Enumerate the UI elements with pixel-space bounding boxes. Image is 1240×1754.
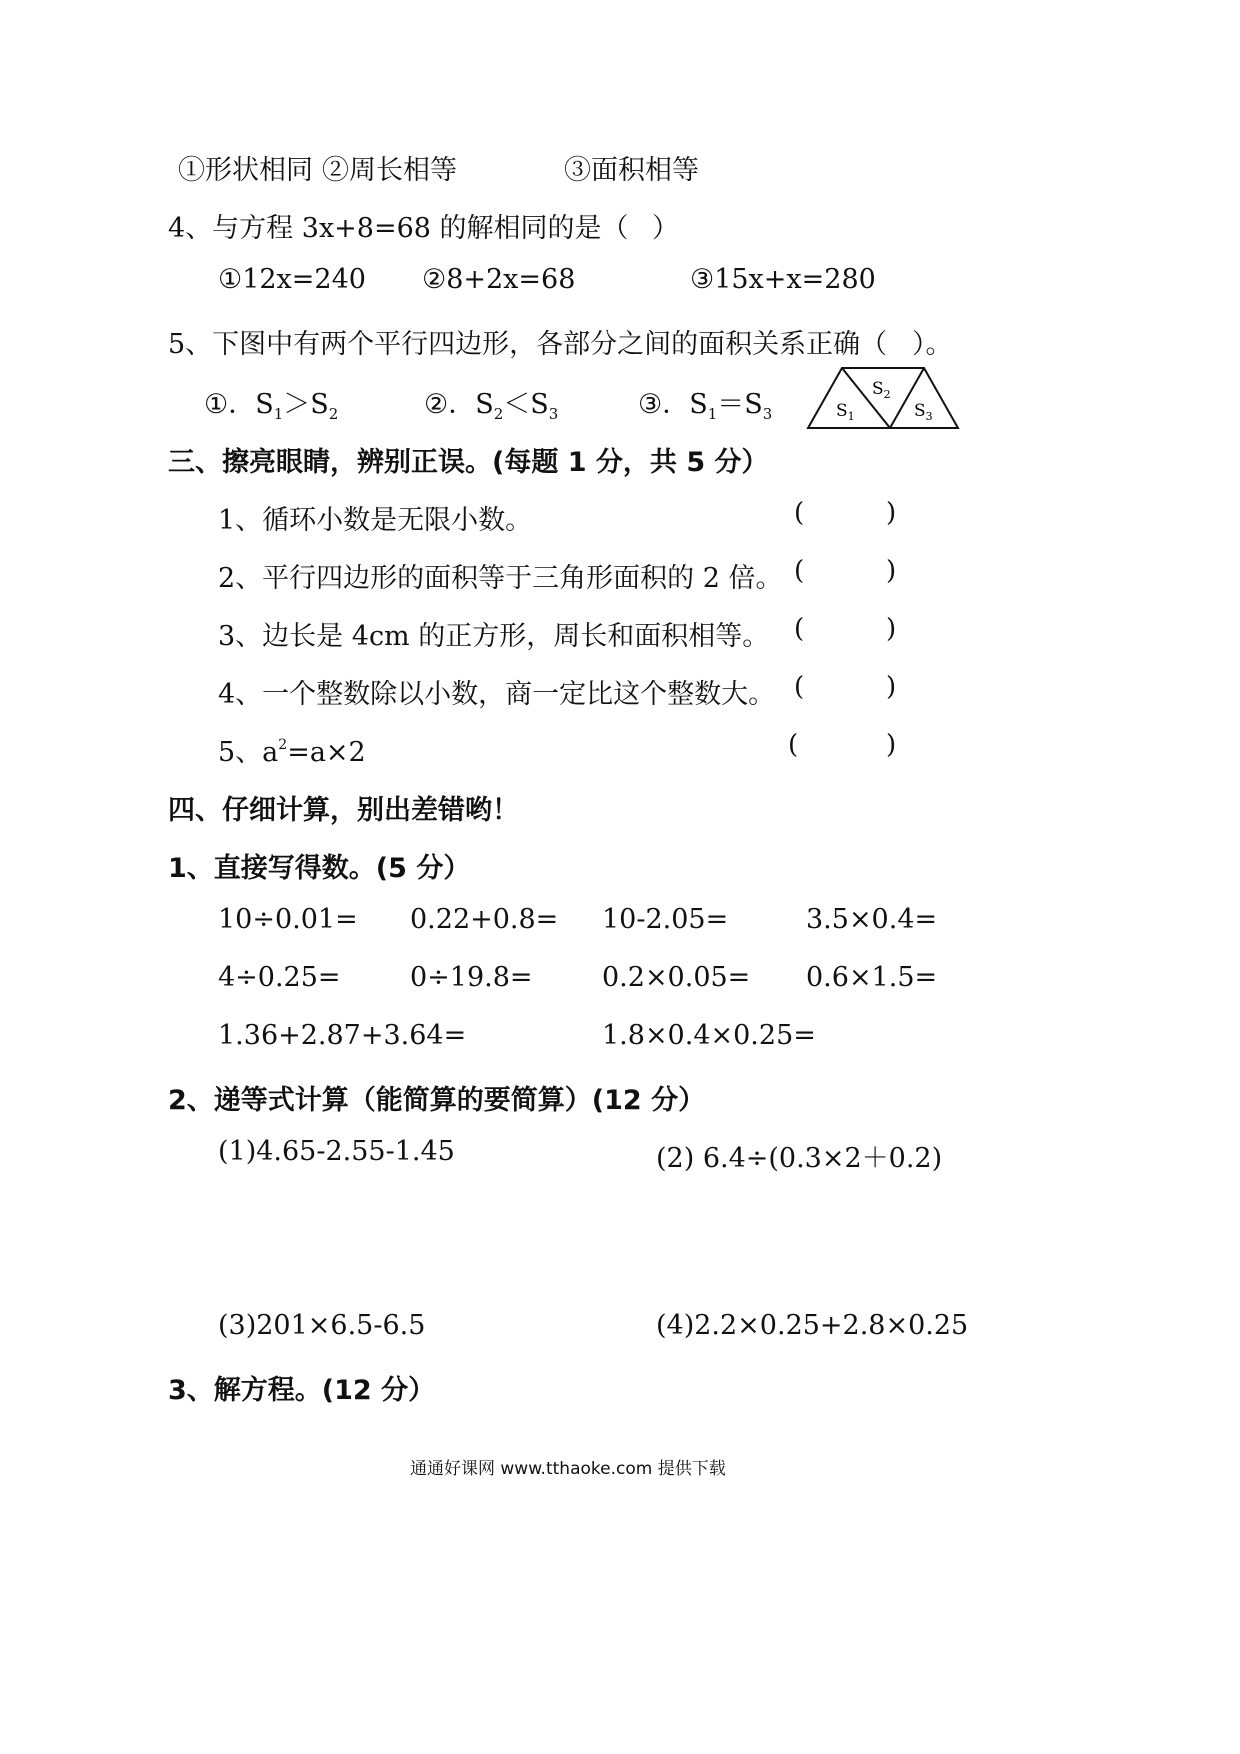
oral-calc-item: 0.6×1.5= (806, 962, 938, 993)
q3-option-2: ②周长相等 (322, 155, 457, 186)
section3-item-2: 2、平行四边形的面积等于三角形面积的 2 倍。 (218, 563, 783, 594)
oral-calc-item: 10-2.05= (602, 904, 729, 935)
parallelogram-figure (806, 364, 960, 432)
section3-item-5: 5、$a^2=a\times 2$ (218, 737, 366, 768)
part3-title: 3、解方程。(12 分） (168, 1375, 436, 1406)
oral-calc-item: 1.36+2.87+3.64= (218, 1020, 467, 1051)
part2-title: 2、递等式计算（能简算的要简算）(12 分） (168, 1085, 706, 1116)
answer-paren-open: ( (794, 498, 805, 528)
answer-paren-open: ( (794, 672, 805, 702)
q5-option-2: ②．$S_2<S_3$ (424, 389, 559, 423)
answer-paren-open: ( (794, 556, 805, 586)
q4-option-2: ②8+2x=68 (422, 264, 576, 295)
q5-question: 5、下图中有两个平行四边形，各部分之间的面积关系正确（ (168, 329, 888, 360)
step-calc-item-1: (1)4.65-2.55-1.45 (218, 1136, 455, 1167)
figure-label-s2: $S_2$ (872, 379, 891, 401)
footer-text: 通通好课网 www.tthaoke.com 提供下载 (410, 1459, 726, 1479)
answer-paren-close: ) (886, 498, 897, 528)
q4-close-paren: ） (652, 213, 679, 244)
answer-paren-open: ( (788, 730, 799, 760)
oral-calc-item: 0÷19.8= (410, 962, 533, 993)
answer-paren-close: ) (886, 730, 897, 760)
q4-option-3: ③15x+x=280 (690, 264, 876, 295)
oral-calc-item: 0.2×0.05= (602, 962, 751, 993)
q3-option-1: ①形状相同 (178, 155, 313, 186)
q5-option-3: ③．$S_1=S_3$ (638, 389, 773, 423)
oral-calc-item: 0.22+0.8= (410, 904, 559, 935)
answer-paren-close: ) (886, 614, 897, 644)
answer-paren-close: ) (886, 556, 897, 586)
q5-option-1: ①．$S_1>S_2$ (204, 389, 339, 423)
section3-item-1: 1、循环小数是无限小数。 (218, 505, 533, 536)
q4-question: 4、与方程 3x+8=68 的解相同的是（ (168, 213, 629, 244)
oral-calc-item: 3.5×0.4= (806, 904, 938, 935)
q3-option-3: ③面积相等 (564, 155, 699, 186)
answer-paren-close: ) (886, 672, 897, 702)
figure-label-s1: $S_1$ (836, 401, 855, 423)
section3-title: 三、擦亮眼睛，辨别正误。(每题 1 分，共 5 分） (168, 447, 769, 478)
oral-calc-item: 10÷0.01= (218, 904, 358, 935)
section4-title: 四、仔细计算，别出差错哟！ (168, 795, 519, 826)
q4-option-1: ①12x=240 (218, 264, 366, 295)
section3-item-4: 4、一个整数除以小数，商一定比这个整数大。 (218, 679, 776, 710)
part1-title: 1、直接写得数。(5 分） (168, 853, 471, 884)
section3-item-3: 3、边长是 4cm 的正方形，周长和面积相等。 (218, 621, 770, 652)
step-calc-item-4: (4)2.2×0.25+2.8×0.25 (656, 1310, 969, 1341)
step-calc-item-2: (2) 6.4÷(0.3×2＋0.2) (656, 1143, 943, 1174)
q5-close-paren: ）。 (912, 329, 953, 360)
oral-calc-item: 4÷0.25= (218, 962, 341, 993)
answer-paren-open: ( (794, 614, 805, 644)
figure-label-s3: $S_3$ (914, 401, 933, 423)
oral-calc-item: 1.8×0.4×0.25= (602, 1020, 816, 1051)
step-calc-item-3: (3)201×6.5-6.5 (218, 1310, 426, 1341)
